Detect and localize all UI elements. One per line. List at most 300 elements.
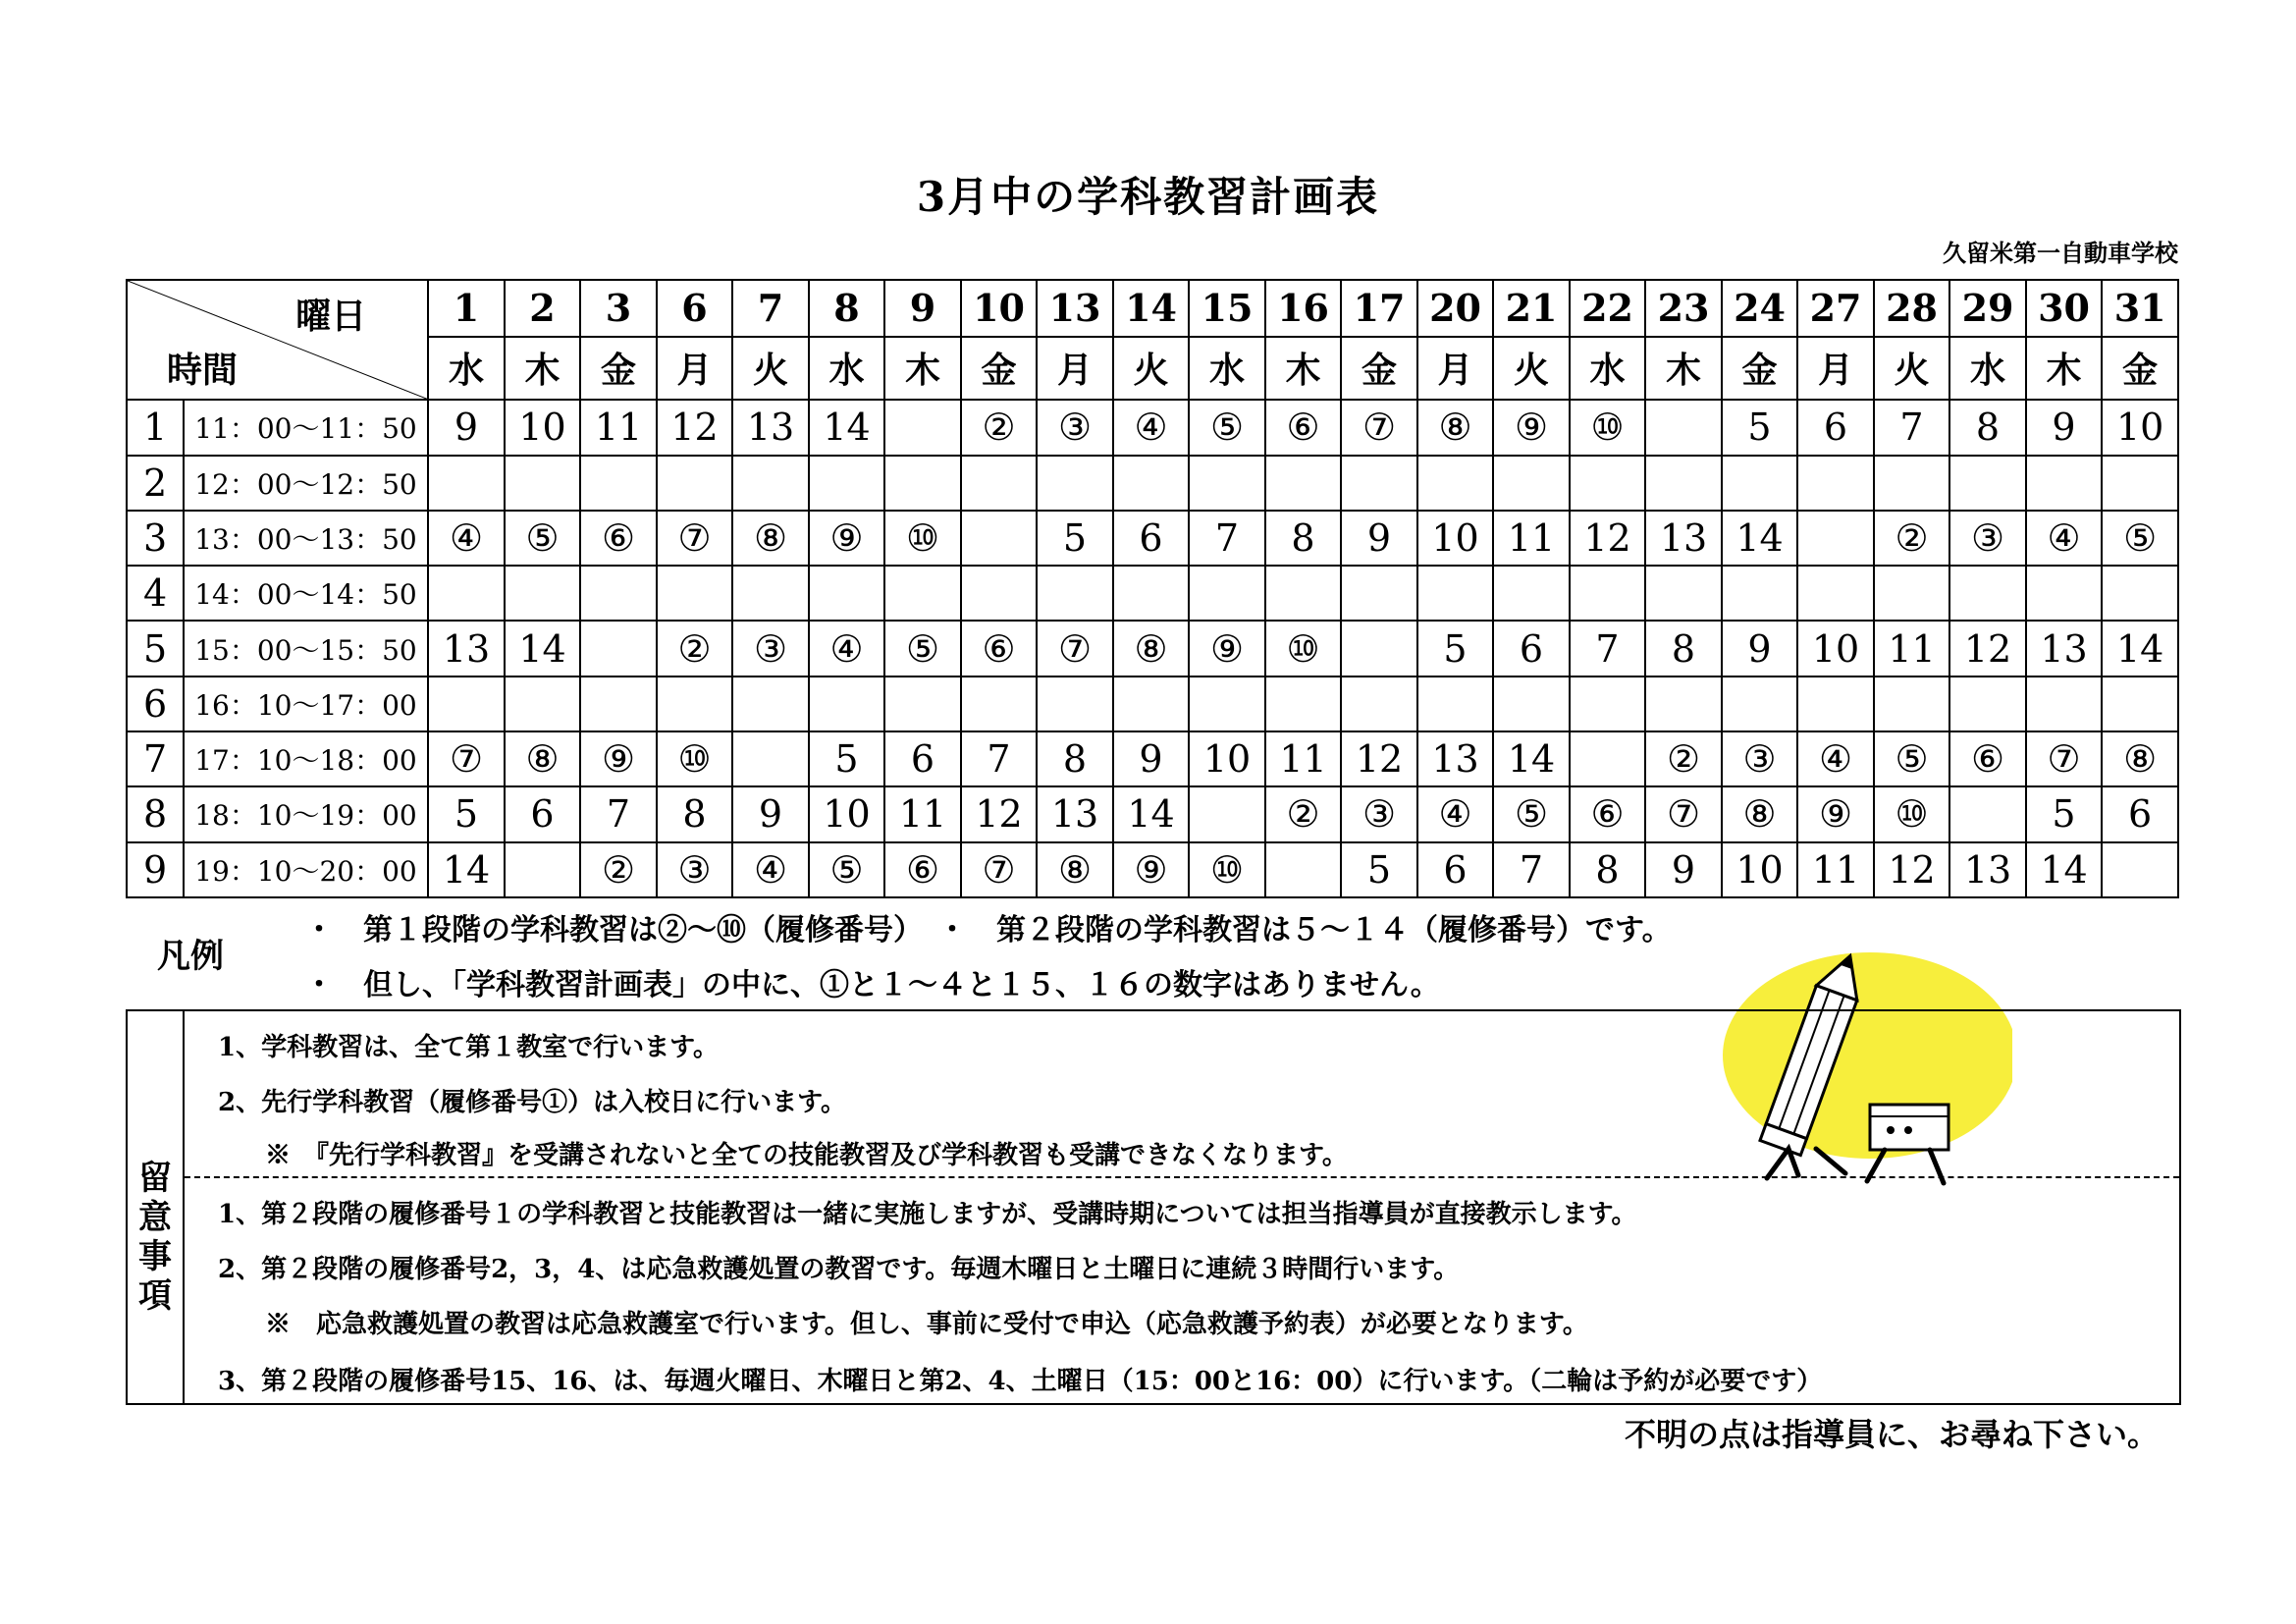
lesson-cell: ⑨: [580, 731, 657, 786]
lesson-cell: ⑥: [961, 621, 1038, 676]
lesson-cell: [1493, 566, 1570, 621]
lesson-cell: ⑨: [1493, 400, 1570, 455]
lesson-cell: 12: [657, 400, 733, 455]
lesson-cell: 14: [1722, 511, 1798, 566]
lesson-cell: 8: [657, 786, 733, 841]
lesson-cell: [1493, 677, 1570, 731]
lesson-cell: ③: [657, 842, 733, 897]
lesson-cell: 14: [1113, 786, 1190, 841]
period-row: [127, 677, 2178, 731]
lesson-cell: [1797, 456, 1874, 511]
lesson-cell: 9: [732, 786, 809, 841]
period-time: 16：10～17：00: [184, 677, 428, 731]
lesson-cell: 14: [2026, 842, 2103, 897]
weekday-cell: 月: [1037, 337, 1113, 401]
lesson-cell: 14: [1493, 731, 1570, 786]
lesson-cell: 10: [2102, 400, 2178, 455]
lesson-cell: [657, 677, 733, 731]
date-cell: 13: [1037, 280, 1113, 337]
lesson-cell: ⑩: [1265, 621, 1342, 676]
period-time: 13：00～13：50: [184, 511, 428, 566]
lesson-cell: [1570, 456, 1646, 511]
lesson-cell: ⑥: [1570, 786, 1646, 841]
lesson-cell: [1265, 566, 1342, 621]
lesson-cell: [2026, 456, 2103, 511]
lesson-cell: 14: [428, 842, 505, 897]
lesson-cell: 6: [1417, 842, 1494, 897]
date-cell: 17: [1341, 280, 1417, 337]
lesson-cell: [657, 566, 733, 621]
lesson-cell: ⑩: [657, 731, 733, 786]
lesson-cell: ⑤: [884, 621, 961, 676]
lesson-cell: ⑤: [2102, 511, 2178, 566]
lesson-cell: ④: [428, 511, 505, 566]
period-number: 4: [127, 566, 184, 621]
lesson-cell: [1341, 621, 1417, 676]
lesson-cell: [580, 456, 657, 511]
date-cell: 2: [505, 280, 581, 337]
lesson-cell: ⑦: [1341, 400, 1417, 455]
lesson-cell: ②: [1874, 511, 1950, 566]
lesson-cell: ④: [1797, 731, 1874, 786]
lesson-cell: [1645, 566, 1722, 621]
lesson-cell: ②: [1645, 731, 1722, 786]
lesson-cell: [961, 677, 1038, 731]
lesson-cell: [809, 677, 885, 731]
period-number: 2: [127, 456, 184, 511]
weekday-cell: 金: [2102, 337, 2178, 401]
lesson-cell: [1949, 677, 2026, 731]
lesson-cell: ⑦: [2026, 731, 2103, 786]
lesson-cell: [1341, 456, 1417, 511]
lesson-cell: [1797, 677, 1874, 731]
lesson-cell: 11: [1797, 842, 1874, 897]
lesson-cell: ⑤: [1493, 786, 1570, 841]
lesson-cell: [1949, 566, 2026, 621]
lesson-cell: 12: [1949, 621, 2026, 676]
period-time: 18：10～19：00: [184, 786, 428, 841]
lesson-cell: [1797, 511, 1874, 566]
lesson-cell: 11: [884, 786, 961, 841]
lesson-cell: ⑤: [505, 511, 581, 566]
period-row: [127, 842, 2178, 897]
lesson-cell: [1949, 456, 2026, 511]
lesson-cell: ⑧: [505, 731, 581, 786]
lesson-cell: ⑧: [1037, 842, 1113, 897]
lesson-cell: ③: [1949, 511, 2026, 566]
lesson-cell: 13: [2026, 621, 2103, 676]
lesson-cell: 12: [1341, 731, 1417, 786]
lesson-cell: 13: [428, 621, 505, 676]
lesson-cell: [1113, 566, 1190, 621]
lesson-cell: [2102, 456, 2178, 511]
note-item: 3、第２段階の履修番号15、16、は、毎週火曜日、木曜日と第2、4、土曜日（15：00と16：00）に行います。（二輪は予約が必要です）: [218, 1367, 1823, 1396]
time-header: 時間: [167, 350, 239, 392]
note-item: ※ 応急救護処置の教習は応急救護室で行います。但し、事前に受付で申込（応急救護予約表）が必要となります。: [265, 1310, 1588, 1339]
period-number: 9: [127, 842, 184, 897]
lesson-cell: [732, 456, 809, 511]
lesson-cell: ⑩: [1570, 400, 1646, 455]
lesson-cell: ⑤: [809, 842, 885, 897]
period-number: 8: [127, 786, 184, 841]
lesson-cell: ⑨: [1113, 842, 1190, 897]
lesson-cell: ②: [580, 842, 657, 897]
date-cell: 23: [1645, 280, 1722, 337]
lesson-cell: [428, 566, 505, 621]
lesson-cell: ⑥: [580, 511, 657, 566]
lesson-cell: 13: [1645, 511, 1722, 566]
lesson-cell: ⑦: [428, 731, 505, 786]
lesson-cell: [505, 566, 581, 621]
lesson-cell: [1722, 566, 1798, 621]
lesson-cell: ③: [1722, 731, 1798, 786]
period-time: 12：00～12：50: [184, 456, 428, 511]
date-cell: 29: [1949, 280, 2026, 337]
lesson-cell: [1645, 400, 1722, 455]
notes-heading: 留意事項: [138, 1159, 172, 1316]
date-cell: 3: [580, 280, 657, 337]
weekday-header: 曜日: [295, 296, 367, 337]
lesson-cell: 9: [1113, 731, 1190, 786]
period-number: 7: [127, 731, 184, 786]
lesson-cell: 13: [1949, 842, 2026, 897]
schedule-table: [126, 279, 2179, 898]
date-cell: 9: [884, 280, 961, 337]
lesson-cell: 5: [428, 786, 505, 841]
lesson-cell: [1341, 677, 1417, 731]
lesson-cell: [505, 677, 581, 731]
lesson-cell: [732, 566, 809, 621]
lesson-cell: ⑤: [1189, 400, 1265, 455]
lesson-cell: ⑩: [1874, 786, 1950, 841]
lesson-cell: 14: [505, 621, 581, 676]
footer-note: 不明の点は指導員に、お尋ね下さい。: [1624, 1416, 2159, 1453]
period-row: [127, 456, 2178, 511]
lesson-cell: ⑦: [657, 511, 733, 566]
weekday-row: [127, 337, 2178, 401]
lesson-cell: ②: [1265, 786, 1342, 841]
lesson-cell: ⑦: [1645, 786, 1722, 841]
lesson-cell: 9: [1722, 621, 1798, 676]
lesson-cell: 10: [1417, 511, 1494, 566]
date-cell: 31: [2102, 280, 2178, 337]
lesson-cell: [1341, 566, 1417, 621]
lesson-cell: ④: [2026, 511, 2103, 566]
lesson-cell: ⑧: [1113, 621, 1190, 676]
lesson-cell: 11: [580, 400, 657, 455]
period-number: 6: [127, 677, 184, 731]
notes-heading-cell: [128, 1011, 185, 1403]
lesson-cell: 6: [884, 731, 961, 786]
lesson-cell: [1037, 456, 1113, 511]
date-cell: 24: [1722, 280, 1798, 337]
legend-line-1: ・ 第１段階の学科教習は②～⑩（履修番号） ・ 第２段階の学科教習は５～１４（履修番号）です。: [304, 913, 1672, 947]
lesson-cell: ④: [732, 842, 809, 897]
lesson-cell: 10: [1797, 621, 1874, 676]
lesson-cell: [1037, 566, 1113, 621]
lesson-cell: 12: [961, 786, 1038, 841]
lesson-cell: ⑧: [732, 511, 809, 566]
lesson-cell: 6: [1797, 400, 1874, 455]
note-item: 1、第２段階の履修番号１の学科教習と技能教習は一緒に実施しますが、受講時期については担当指導員が直接教示します。: [218, 1200, 1637, 1229]
lesson-cell: ⑨: [1797, 786, 1874, 841]
lesson-cell: [1417, 677, 1494, 731]
weekday-cell: 月: [1417, 337, 1494, 401]
period-row: [127, 566, 2178, 621]
date-cell: 28: [1874, 280, 1950, 337]
lesson-cell: ③: [732, 621, 809, 676]
lesson-cell: [1265, 842, 1342, 897]
weekday-cell: 金: [961, 337, 1038, 401]
weekday-cell: 木: [884, 337, 961, 401]
lesson-cell: [1722, 456, 1798, 511]
note-item: ※ 『先行学科教習』を受講されないと全ての技能教習及び学科教習も受講できなくなります。: [265, 1141, 1348, 1170]
lesson-cell: 6: [2102, 786, 2178, 841]
weekday-cell: 木: [1265, 337, 1342, 401]
note-item: 1、学科教習は、全て第１教室で行います。: [218, 1033, 720, 1062]
lesson-cell: [2026, 566, 2103, 621]
period-number: 3: [127, 511, 184, 566]
date-row: [127, 280, 2178, 337]
lesson-cell: [580, 621, 657, 676]
lesson-cell: 11: [1265, 731, 1342, 786]
lesson-cell: [1874, 456, 1950, 511]
lesson-cell: [961, 566, 1038, 621]
weekday-cell: 金: [1722, 337, 1798, 401]
note-item: 2、先行学科教習（履修番号①）は入校日に行います。: [218, 1088, 847, 1117]
lesson-cell: ⑩: [884, 511, 961, 566]
lesson-cell: ③: [1341, 786, 1417, 841]
weekday-cell: 木: [2026, 337, 2103, 401]
lesson-cell: ⑧: [1722, 786, 1798, 841]
legend-line-2: ・ 但し、「学科教習計画表」の中に、①と１～４と１５、１６の数字はありません。: [304, 968, 1440, 1002]
period-number: 1: [127, 400, 184, 455]
lesson-cell: 9: [428, 400, 505, 455]
lesson-cell: 12: [1874, 842, 1950, 897]
weekday-cell: 火: [1493, 337, 1570, 401]
lesson-cell: 9: [1341, 511, 1417, 566]
lesson-cell: ⑩: [1189, 842, 1265, 897]
lesson-cell: ⑥: [1265, 400, 1342, 455]
lesson-cell: ⑦: [1037, 621, 1113, 676]
lesson-cell: [1570, 731, 1646, 786]
weekday-cell: 火: [1874, 337, 1950, 401]
lesson-cell: 7: [1570, 621, 1646, 676]
lesson-cell: [1189, 456, 1265, 511]
lesson-cell: [1570, 566, 1646, 621]
lesson-cell: 10: [809, 786, 885, 841]
lesson-cell: [1417, 566, 1494, 621]
date-cell: 30: [2026, 280, 2103, 337]
legend-heading: 凡例: [157, 937, 224, 976]
lesson-cell: 14: [809, 400, 885, 455]
lesson-cell: ④: [1417, 786, 1494, 841]
lesson-cell: [732, 731, 809, 786]
period-time: 15：00～15：50: [184, 621, 428, 676]
lesson-cell: 6: [505, 786, 581, 841]
lesson-cell: [884, 566, 961, 621]
lesson-cell: 10: [1189, 731, 1265, 786]
lesson-cell: 8: [1037, 731, 1113, 786]
lesson-cell: [1265, 677, 1342, 731]
lesson-cell: ⑥: [1949, 731, 2026, 786]
weekday-cell: 金: [1341, 337, 1417, 401]
lesson-cell: 7: [1874, 400, 1950, 455]
lesson-cell: [1645, 456, 1722, 511]
lesson-cell: [1570, 677, 1646, 731]
period-time: 17：10～18：00: [184, 731, 428, 786]
date-cell: 20: [1417, 280, 1494, 337]
lesson-cell: ⑦: [961, 842, 1038, 897]
period-row: [127, 786, 2178, 841]
lesson-cell: [1874, 566, 1950, 621]
lesson-cell: [1645, 677, 1722, 731]
period-time: 14：00～14：50: [184, 566, 428, 621]
school-name: 久留米第一自動車学校: [1943, 239, 2178, 267]
period-row: [127, 511, 2178, 566]
weekday-cell: 水: [1189, 337, 1265, 401]
period-number: 5: [127, 621, 184, 676]
lesson-cell: 13: [732, 400, 809, 455]
notes-divider: [185, 1176, 2179, 1178]
lesson-cell: ③: [1037, 400, 1113, 455]
lesson-cell: [1949, 786, 2026, 841]
lesson-cell: 7: [1493, 842, 1570, 897]
lesson-cell: [505, 842, 581, 897]
lesson-cell: [1493, 456, 1570, 511]
date-cell: 16: [1265, 280, 1342, 337]
lesson-cell: ⑧: [2102, 731, 2178, 786]
lesson-cell: [1189, 677, 1265, 731]
period-row: [127, 400, 2178, 455]
lesson-cell: [1722, 677, 1798, 731]
weekday-cell: 月: [1797, 337, 1874, 401]
lesson-cell: 8: [1570, 842, 1646, 897]
date-cell: 27: [1797, 280, 1874, 337]
date-cell: 7: [732, 280, 809, 337]
lesson-cell: 14: [2102, 621, 2178, 676]
lesson-cell: [961, 456, 1038, 511]
period-row: [127, 621, 2178, 676]
weekday-cell: 木: [1645, 337, 1722, 401]
date-cell: 1: [428, 280, 505, 337]
lesson-cell: 8: [1645, 621, 1722, 676]
lesson-cell: 9: [2026, 400, 2103, 455]
weekday-cell: 金: [580, 337, 657, 401]
weekday-cell: 水: [1949, 337, 2026, 401]
lesson-cell: [1189, 786, 1265, 841]
lesson-cell: 8: [1949, 400, 2026, 455]
lesson-cell: [2102, 566, 2178, 621]
lesson-cell: [1265, 456, 1342, 511]
lesson-cell: [428, 677, 505, 731]
weekday-cell: 月: [657, 337, 733, 401]
lesson-cell: 11: [1874, 621, 1950, 676]
lesson-cell: [961, 511, 1038, 566]
date-cell: 22: [1570, 280, 1646, 337]
weekday-cell: 木: [505, 337, 581, 401]
lesson-cell: ④: [809, 621, 885, 676]
weekday-cell: 水: [428, 337, 505, 401]
lesson-cell: 11: [1493, 511, 1570, 566]
header-corner: [127, 280, 428, 400]
lesson-cell: ⑤: [1874, 731, 1950, 786]
lesson-cell: ⑨: [809, 511, 885, 566]
lesson-cell: [809, 566, 885, 621]
lesson-cell: [1037, 677, 1113, 731]
lesson-cell: [580, 566, 657, 621]
lesson-cell: [1874, 677, 1950, 731]
weekday-cell: 水: [809, 337, 885, 401]
date-cell: 8: [809, 280, 885, 337]
date-cell: 21: [1493, 280, 1570, 337]
lesson-cell: [2026, 677, 2103, 731]
date-cell: 15: [1189, 280, 1265, 337]
notes-box: [126, 1009, 2181, 1405]
period-row: [127, 731, 2178, 786]
lesson-cell: [1417, 456, 1494, 511]
lesson-cell: ④: [1113, 400, 1190, 455]
lesson-cell: ⑧: [1417, 400, 1494, 455]
lesson-cell: 10: [1722, 842, 1798, 897]
lesson-cell: [809, 456, 885, 511]
lesson-cell: 9: [1645, 842, 1722, 897]
lesson-cell: [884, 400, 961, 455]
lesson-cell: [2102, 677, 2178, 731]
lesson-cell: 12: [1570, 511, 1646, 566]
lesson-cell: 13: [1417, 731, 1494, 786]
lesson-cell: 7: [580, 786, 657, 841]
lesson-cell: 5: [809, 731, 885, 786]
lesson-cell: [884, 456, 961, 511]
lesson-cell: 5: [1417, 621, 1494, 676]
date-cell: 10: [961, 280, 1038, 337]
lesson-cell: 6: [1493, 621, 1570, 676]
lesson-cell: 8: [1265, 511, 1342, 566]
period-time: 19：10～20：00: [184, 842, 428, 897]
lesson-cell: [732, 677, 809, 731]
lesson-cell: [428, 456, 505, 511]
lesson-cell: [1113, 456, 1190, 511]
weekday-cell: 水: [1570, 337, 1646, 401]
lesson-cell: 7: [1189, 511, 1265, 566]
lesson-cell: [1113, 677, 1190, 731]
weekday-cell: 火: [732, 337, 809, 401]
lesson-cell: 5: [2026, 786, 2103, 841]
date-cell: 14: [1113, 280, 1190, 337]
lesson-cell: [505, 456, 581, 511]
lesson-cell: 7: [961, 731, 1038, 786]
lesson-cell: [1797, 566, 1874, 621]
period-time: 11：00～11：50: [184, 400, 428, 455]
note-item: 2、第２段階の履修番号2，3，4、は応急救護処置の教習です。毎週木曜日と土曜日に連続３時間行います。: [218, 1255, 1460, 1284]
page-title: 3月中の学科教習計画表: [916, 173, 1380, 221]
lesson-cell: [1189, 566, 1265, 621]
lesson-cell: [884, 677, 961, 731]
lesson-cell: [580, 677, 657, 731]
lesson-cell: [657, 456, 733, 511]
lesson-cell: ⑨: [1189, 621, 1265, 676]
lesson-cell: [2102, 842, 2178, 897]
lesson-cell: 5: [1341, 842, 1417, 897]
lesson-cell: ②: [657, 621, 733, 676]
lesson-cell: 5: [1037, 511, 1113, 566]
lesson-cell: 13: [1037, 786, 1113, 841]
lesson-cell: 10: [505, 400, 581, 455]
lesson-cell: 6: [1113, 511, 1190, 566]
lesson-cell: 5: [1722, 400, 1798, 455]
date-cell: 6: [657, 280, 733, 337]
